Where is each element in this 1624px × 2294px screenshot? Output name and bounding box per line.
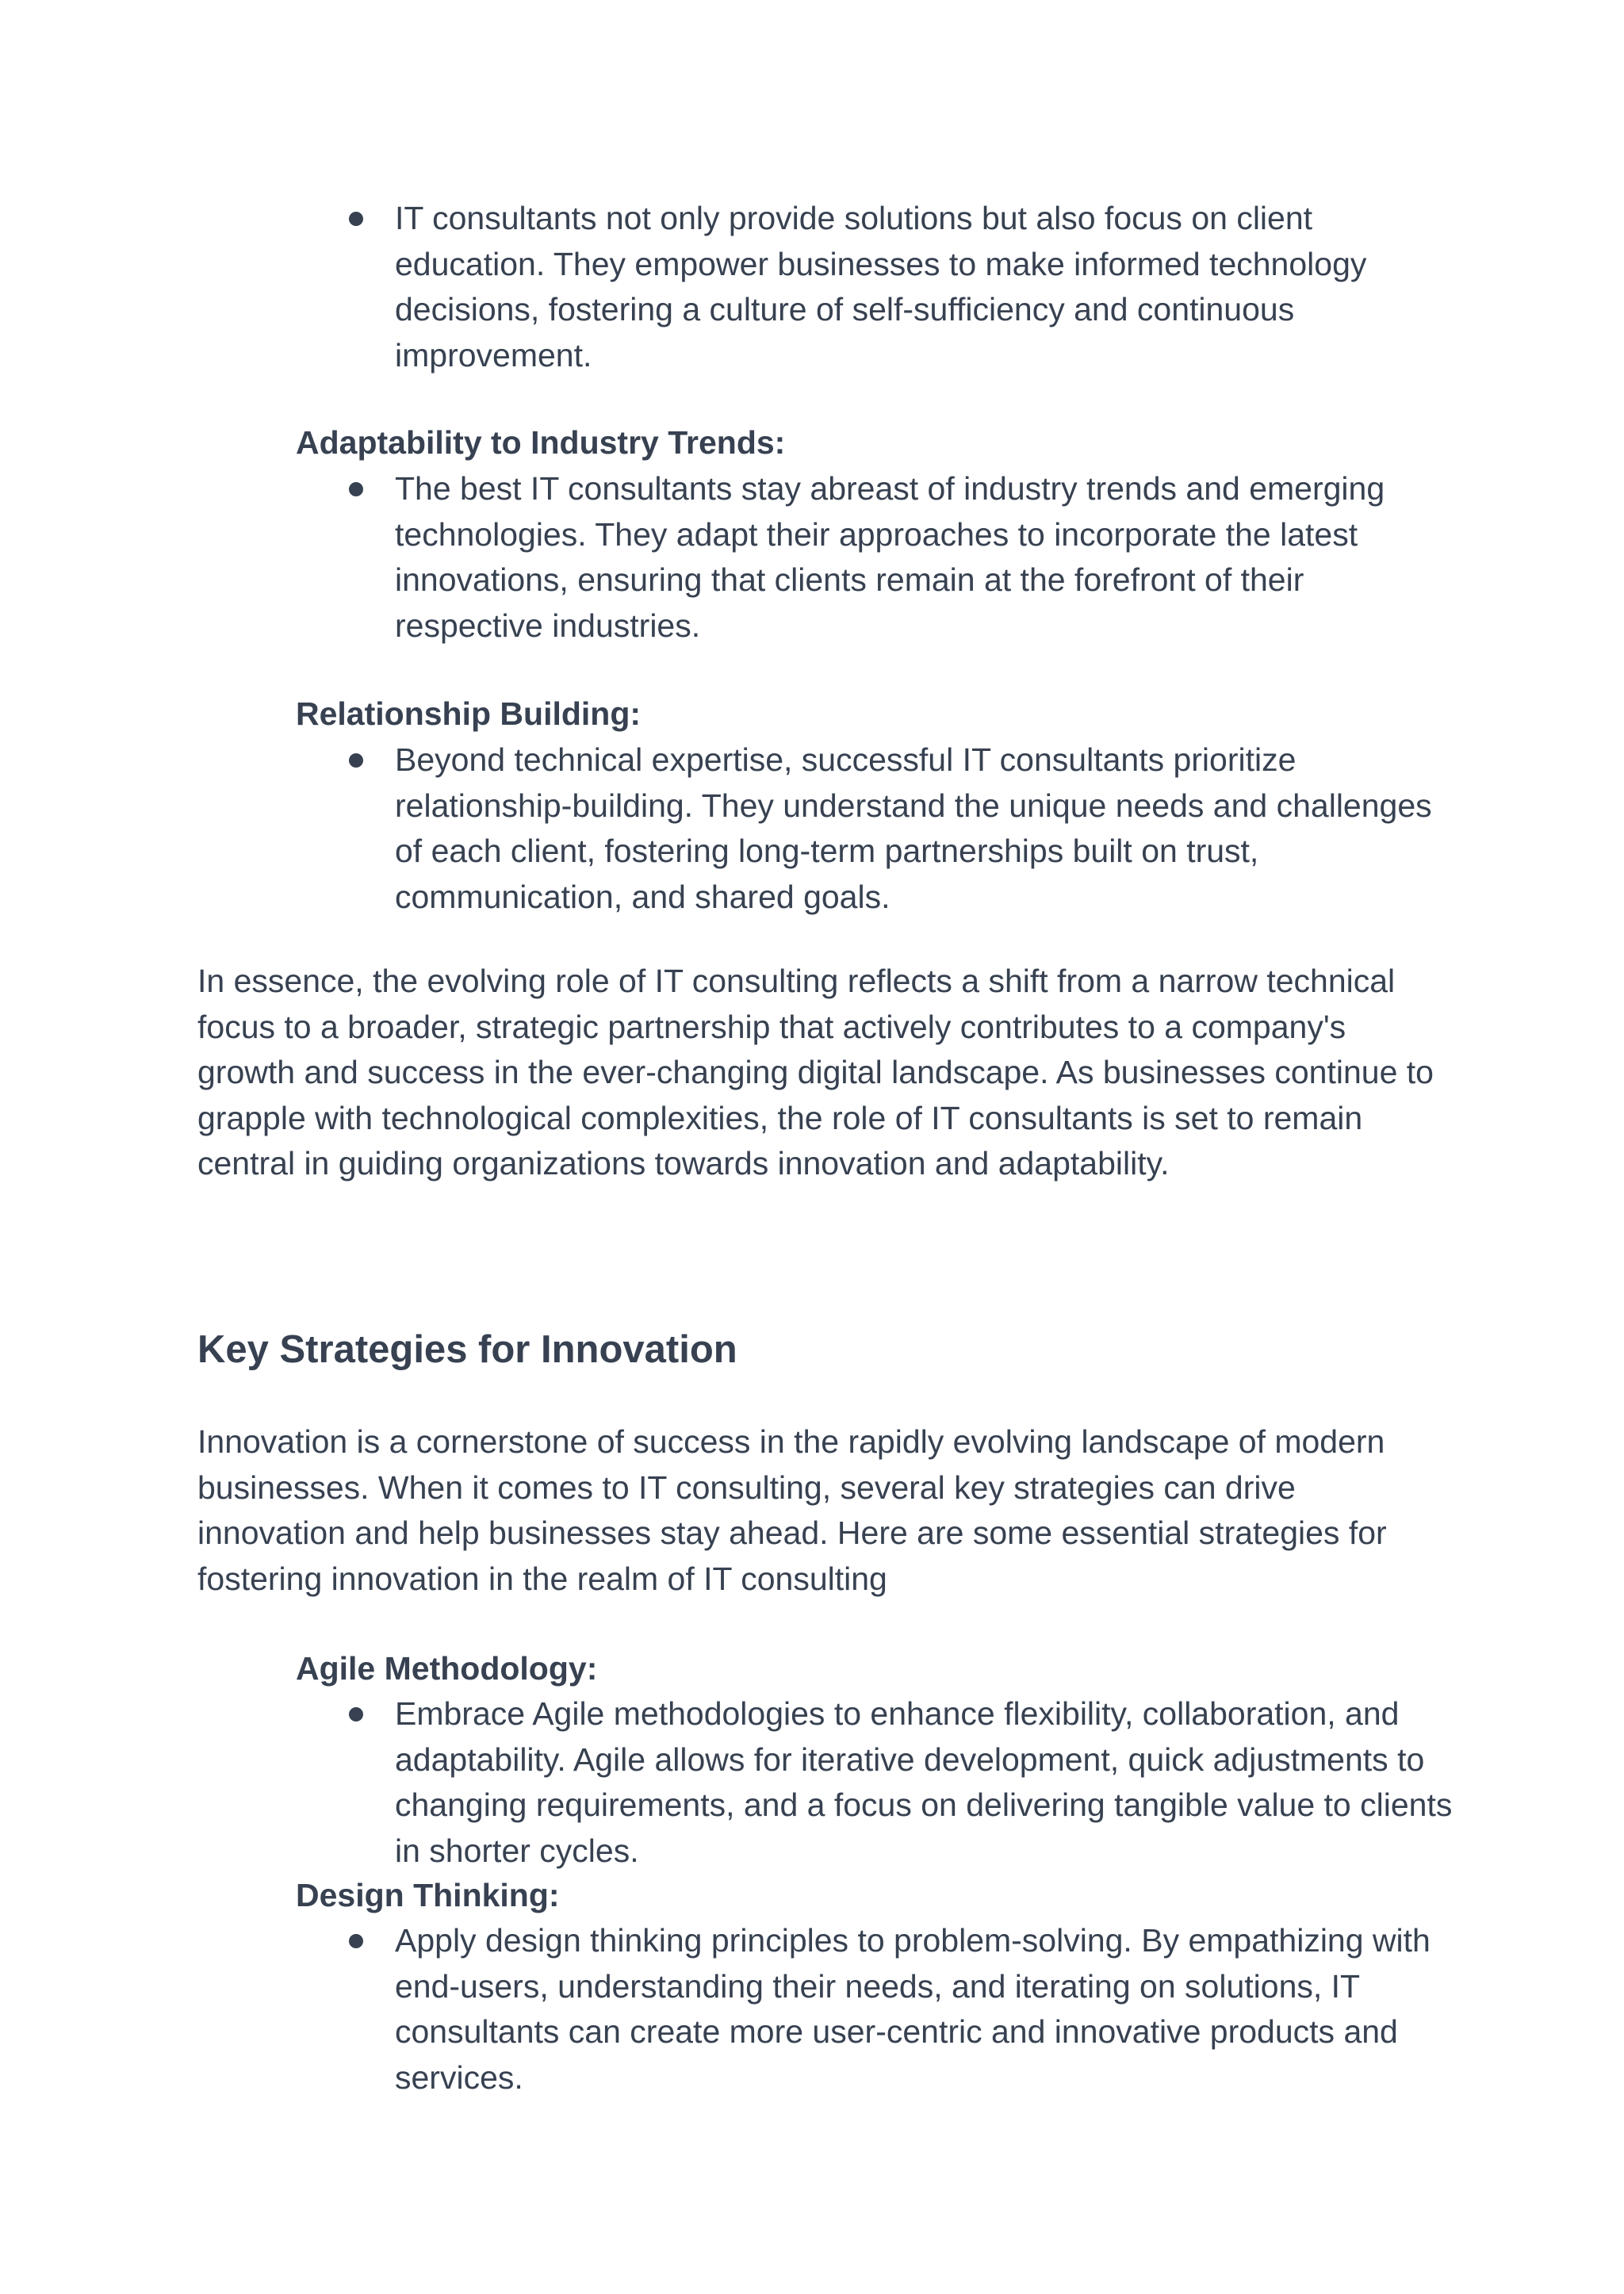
bullet-item <box>343 737 1469 920</box>
bullet-item <box>343 466 1469 649</box>
bullet-icon <box>349 1707 363 1721</box>
bullet-text: Beyond technical expertise, successful IT consultants prioritize relationship-building. They understand the unique needs and challenges of each client, fostering long-term partnerships built on trust, communication, and shared goals. <box>395 741 1432 915</box>
bullet-icon <box>349 212 363 226</box>
bullet-text: Embrace Agile methodologies to enhance flexibility, collaboration, and adaptability. Agile allows for iterative development, quick adjustments to changing requirements, and a focus on delivering tangible value to clients in shorter cycles. <box>395 1695 1453 1869</box>
section-title-relationship: Relationship Building: <box>296 695 642 732</box>
section-title-agile: Agile Methodology: <box>296 1650 598 1687</box>
bullet-item <box>343 1691 1469 1874</box>
section-heading: Key Strategies for Innovation <box>197 1328 737 1371</box>
bullet-icon <box>349 753 363 768</box>
essence-paragraph: In essence, the evolving role of IT consulting reflects a shift from a narrow technical focus to a broader, strategic partnership that actively contributes to a company's growth and success in the ever-changing digital landscape. As businesses continue to grapple with technological complexities, the role of IT consultants is set to remain central in guiding organizations towards innovation and adaptability. <box>197 963 1434 1181</box>
key-strategies-intro: Innovation is a cornerstone of success in the rapidly evolving landscape of modern businesses. When it comes to IT consulting, several key strategies can drive innovation and help businesses stay ahead. Here are some essential strategies for fostering innovation in the realm of IT consulting <box>197 1423 1387 1597</box>
bullet-icon <box>349 1934 363 1948</box>
bullet-item <box>343 196 1469 378</box>
section-title-design-thinking: Design Thinking: <box>296 1877 560 1913</box>
bullet-icon <box>349 482 363 496</box>
bullet-text: Apply design thinking principles to problem-solving. By empathizing with end-users, understanding their needs, and iterating on solutions, IT consultants can create more user-centric and innovative products and services. <box>395 1922 1431 2096</box>
bullet-text: IT consultants not only provide solutions but also focus on client education. They empower businesses to make informed technology decisions, fostering a culture of self-sufficiency and continuous improvement. <box>395 200 1367 373</box>
bullet-item <box>343 1918 1469 2101</box>
bullet-text: The best IT consultants stay abreast of industry trends and emerging technologies. They adapt their approaches to incorporate the latest innovations, ensuring that clients remain at the forefront of their respective industries. <box>395 470 1385 644</box>
section-title-adaptability: Adaptability to Industry Trends: <box>296 424 786 461</box>
